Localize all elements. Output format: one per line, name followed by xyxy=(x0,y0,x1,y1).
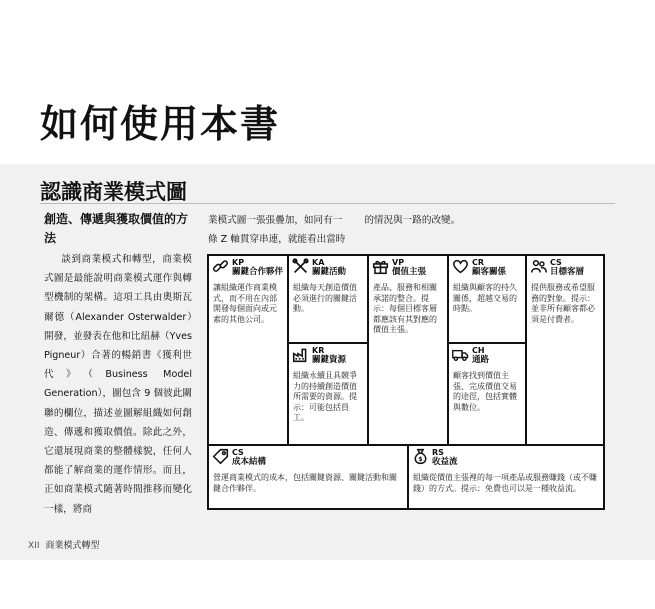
canvas-cell-channels: CH 通路 顧客找到價值主張、完成價值交易的途徑，包括實體與數位。 xyxy=(448,343,526,445)
page-number: XII xyxy=(28,541,40,551)
link-icon xyxy=(212,258,229,275)
cell-text: 讓組織運作商業模式，而不用在內部開發每個面向或元素的其他公司。 xyxy=(213,283,277,324)
gift-icon xyxy=(372,258,389,275)
section-title: 認識商業模式圖 xyxy=(40,180,187,204)
canvas-cell-key-activities: KA 關鍵活動 組織每天創造價值必須進行的關鍵活動。 xyxy=(288,255,368,343)
body-text-left xyxy=(44,250,192,519)
body-line-1 xyxy=(208,211,608,230)
cell-text: 營運商業模式的成本，包括關鍵資源、關鍵活動和關鍵合作夥伴。 xyxy=(213,473,397,493)
cell-text: 提供服務或希望服務的對象。提示：並非所有顧客都必須是付費者。 xyxy=(531,283,595,324)
section-subtitle: 創造、傳遞與獲取價值的方法 xyxy=(44,212,189,245)
cell-text: 產品、服務和相關承諾的整合。提示：每個目標客層都應該有其對應的價值主張。 xyxy=(373,283,437,334)
tag-icon xyxy=(212,448,229,465)
cell-text: 組織從價值主張裡的每一項產品或服務賺錢（或不賺錢）的方式。提示：免費也可以是一種收益流。 xyxy=(413,473,597,493)
canvas-cell-key-partners: KP 關鍵合作夥伴 讓組織運作商業模式，而不用在內部開發每個面向或元素的其他公司。 xyxy=(208,255,288,445)
canvas-cell-customer-relationships: CR 顧客關係 組織與顧客的持久關係，超越交易的時點。 xyxy=(448,255,526,343)
cell-text: 組織與顧客的持久關係，超越交易的時點。 xyxy=(453,283,517,313)
people-icon xyxy=(530,258,547,275)
heart-icon xyxy=(452,258,469,275)
canvas-cell-revenue-streams: $ RS 收益流 組織從價值主張裡的每一項產品或服務賺錢（或不賺錢）的方式。提示：免費也可以是一種收益流。 xyxy=(408,445,604,509)
cell-text: 組織每天創造價值必須進行的關鍵活動。 xyxy=(293,283,357,313)
moneybag-icon xyxy=(412,448,429,465)
body-line-2: 條 Z 軸貫穿串連，就能看出當時 xyxy=(208,234,346,245)
book-title: 商業模式轉型 xyxy=(45,541,100,551)
business-model-canvas xyxy=(207,254,605,510)
cell-text: 組織永續且具競爭力的持續創造價值所需要的資源。提示：可能包括員工。 xyxy=(293,371,357,422)
canvas-cell-key-resources: KR 關鍵資源 組織永續且具競爭力的持續創造價值所需要的資源。提示：可能包括員工。 xyxy=(288,343,368,445)
body-text-right xyxy=(208,211,608,249)
canvas-cell-cost-structure: CS 成本結構 營運商業模式的成本，包括關鍵資源、關鍵活動和關鍵合作夥伴。 xyxy=(208,445,408,509)
cell-text: 顧客找到價值主張、完成價值交易的途徑，包括實體與數位。 xyxy=(453,371,517,412)
factory-icon xyxy=(292,346,309,363)
section-divider xyxy=(40,203,615,204)
tools-icon xyxy=(292,258,309,275)
svg-text:$: $ xyxy=(418,456,423,464)
body-line-1b: 的情況與一路的改變。 xyxy=(364,215,461,226)
page-title: 如何使用本書 xyxy=(40,102,281,146)
canvas-cell-customer-segments: CS 目標客層 提供服務或希望服務的對象。提示：並非所有顧客都必須是付費者。 xyxy=(526,255,604,445)
truck-icon xyxy=(452,346,469,363)
body-paragraph: 談到商業模式和轉型，商業模式圖是最能說明商業模式運作與轉型機制的架構。這項工具由奧斯瓦爾德（Alexander Osterwalder）開發，並發表在他和比紐赫（Yves Pigneur）合著的暢銷書《獲利世代》（Business Model Generation），圖包含 9 個彼此關聯的欄位，描述並圖解組織如何創造、傳遞和獲取價值。除此之外，它還展現商業的整體樣貌，任何人都能了解商業的運作情形。而且，正如商業模式隨著時間推移而變化一樣，將商 xyxy=(44,254,192,515)
canvas-cell-value-proposition: VP 價值主張 產品、服務和相關承諾的整合。提示：每個目標客層都應該有其對應的價值主張。 xyxy=(368,255,448,445)
page-footer xyxy=(28,538,100,551)
body-line-1a: 業模式圖一張張疊加，如同有一 xyxy=(208,215,343,226)
